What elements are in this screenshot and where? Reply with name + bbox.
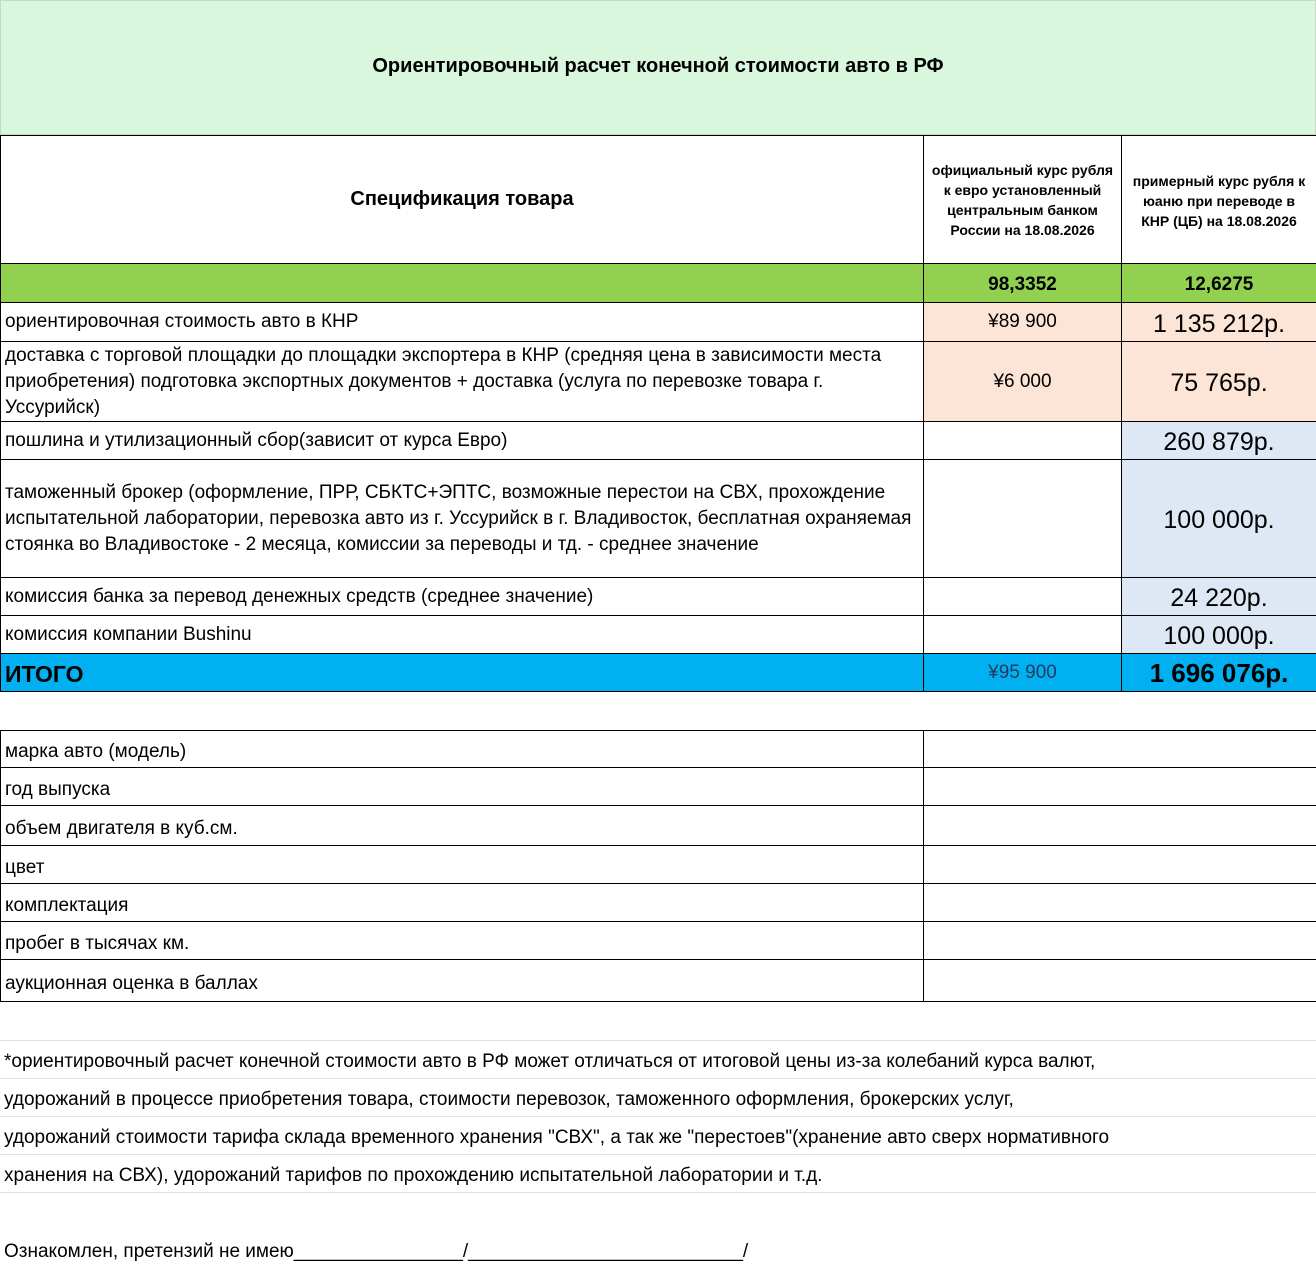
- spec-label: аукционная оценка в баллах: [1, 960, 924, 1001]
- cost-row: [0, 303, 1316, 342]
- disclaimer-line: хранения на СВХ), удорожаний тарифов по прохождению испытательной лаборатории и т.д.: [4, 1165, 823, 1186]
- cost-rub: 1 135 212р.: [1122, 303, 1316, 341]
- cost-row: [0, 616, 1316, 654]
- cost-rub: 100 000р.: [1122, 616, 1316, 653]
- cost-yuan: [924, 460, 1122, 577]
- header-row: [0, 135, 1316, 263]
- yuan-rate-header: примерный курс рубля к юаню при переводе в КНР (ЦБ) на 18.08.2026: [1122, 136, 1316, 263]
- cost-yuan: ¥89 900: [924, 303, 1122, 341]
- total-row: [0, 654, 1316, 692]
- cost-rub: 260 879р.: [1122, 422, 1316, 459]
- disclaimer-line: *ориентировочный расчет конечной стоимости авто в РФ может отличаться от итоговой цены из-за колебаний курса валют,: [4, 1051, 1096, 1072]
- grid-line: [0, 1154, 1316, 1155]
- spec-label: пробег в тысячах км.: [1, 922, 924, 959]
- spec-value[interactable]: [924, 731, 1316, 767]
- spec-label: комплектация: [1, 884, 924, 921]
- cost-row: [0, 460, 1316, 578]
- cost-rub: 75 765р.: [1122, 342, 1316, 421]
- cost-row: [0, 342, 1316, 422]
- euro-rate-value: 98,3352: [924, 264, 1122, 302]
- spec-row: [0, 730, 1316, 768]
- spec-header: Спецификация товара: [1, 136, 924, 263]
- spec-label: объем двигателя в куб.см.: [1, 806, 924, 845]
- spec-value[interactable]: [924, 884, 1316, 921]
- grid-line: [0, 1040, 1316, 1041]
- total-yuan: ¥95 900: [924, 654, 1122, 691]
- spec-value[interactable]: [924, 960, 1316, 1001]
- page-title: Ориентировочный расчет конечной стоимости авто в РФ: [372, 55, 944, 77]
- yuan-rate-value: 12,6275: [1122, 264, 1316, 302]
- cost-label: пошлина и утилизационный сбор(зависит от курса Евро): [1, 422, 924, 459]
- total-label: ИТОГО: [1, 654, 924, 691]
- euro-rate-header: официальный курс рубля к евро установленный центральным банком России на 18.08.2026: [924, 136, 1122, 263]
- grid-line: [0, 1116, 1316, 1117]
- spec-row: [0, 960, 1316, 1002]
- spec-row: [0, 884, 1316, 922]
- spec-label: цвет: [1, 846, 924, 883]
- cost-label: таможенный брокер (оформление, ПРР, СБКТС+ЭПТС, возможные перестои на СВХ, прохождение испытательной лаборатории, перевозка авто из г. Уссурийск в г. Владивосток, бесплатная охраняемая стоянка во Владивостоке - 2 месяца, комиссии за переводы и тд. - среднее значение: [1, 460, 924, 577]
- spec-row: [0, 768, 1316, 806]
- spec-value[interactable]: [924, 846, 1316, 883]
- cost-yuan: [924, 578, 1122, 615]
- cost-label: ориентировочная стоимость авто в КНР: [1, 303, 924, 341]
- disclaimer-line: удорожаний стоимости тарифа склада временного хранения "СВХ", а так же "перестоев"(хранение авто сверх нормативного: [4, 1127, 1110, 1148]
- cost-rub: 100 000р.: [1122, 460, 1316, 577]
- cost-label: комиссия банка за перевод денежных средств (среднее значение): [1, 578, 924, 615]
- spec-row: [0, 846, 1316, 884]
- disclaimer-line: удорожаний в процессе приобретения товара, стоимости перевозок, таможенного оформления, брокерских услуг,: [4, 1089, 1014, 1110]
- spec-label: марка авто (модель): [1, 731, 924, 767]
- rates-row: [0, 263, 1316, 303]
- cost-row: [0, 578, 1316, 616]
- cost-rub: 24 220р.: [1122, 578, 1316, 615]
- spec-value[interactable]: [924, 922, 1316, 959]
- cost-label: комиссия компании Bushinu: [1, 616, 924, 653]
- grid-line: [0, 1078, 1316, 1079]
- spec-row: [0, 922, 1316, 960]
- spec-value[interactable]: [924, 768, 1316, 805]
- cost-yuan: [924, 422, 1122, 459]
- grid-line: [0, 1192, 1316, 1193]
- rates-blank-cell: [1, 264, 924, 302]
- title-row: [0, 0, 1316, 135]
- signature-line: Ознакомлен, претензий не имею________________/__________________________/: [4, 1241, 749, 1262]
- cost-label: доставка с торговой площадки до площадки экспортера в КНР (средняя цена в зависимости места приобретения) подготовка экспортных документов + доставка (услуга по перевозке товара г. Уссурийск): [1, 342, 924, 421]
- spec-row: [0, 806, 1316, 846]
- spec-label: год выпуска: [1, 768, 924, 805]
- spec-value[interactable]: [924, 806, 1316, 845]
- cost-yuan: [924, 616, 1122, 653]
- total-rub: 1 696 076р.: [1122, 654, 1316, 691]
- cost-yuan: ¥6 000: [924, 342, 1122, 421]
- cost-row: [0, 422, 1316, 460]
